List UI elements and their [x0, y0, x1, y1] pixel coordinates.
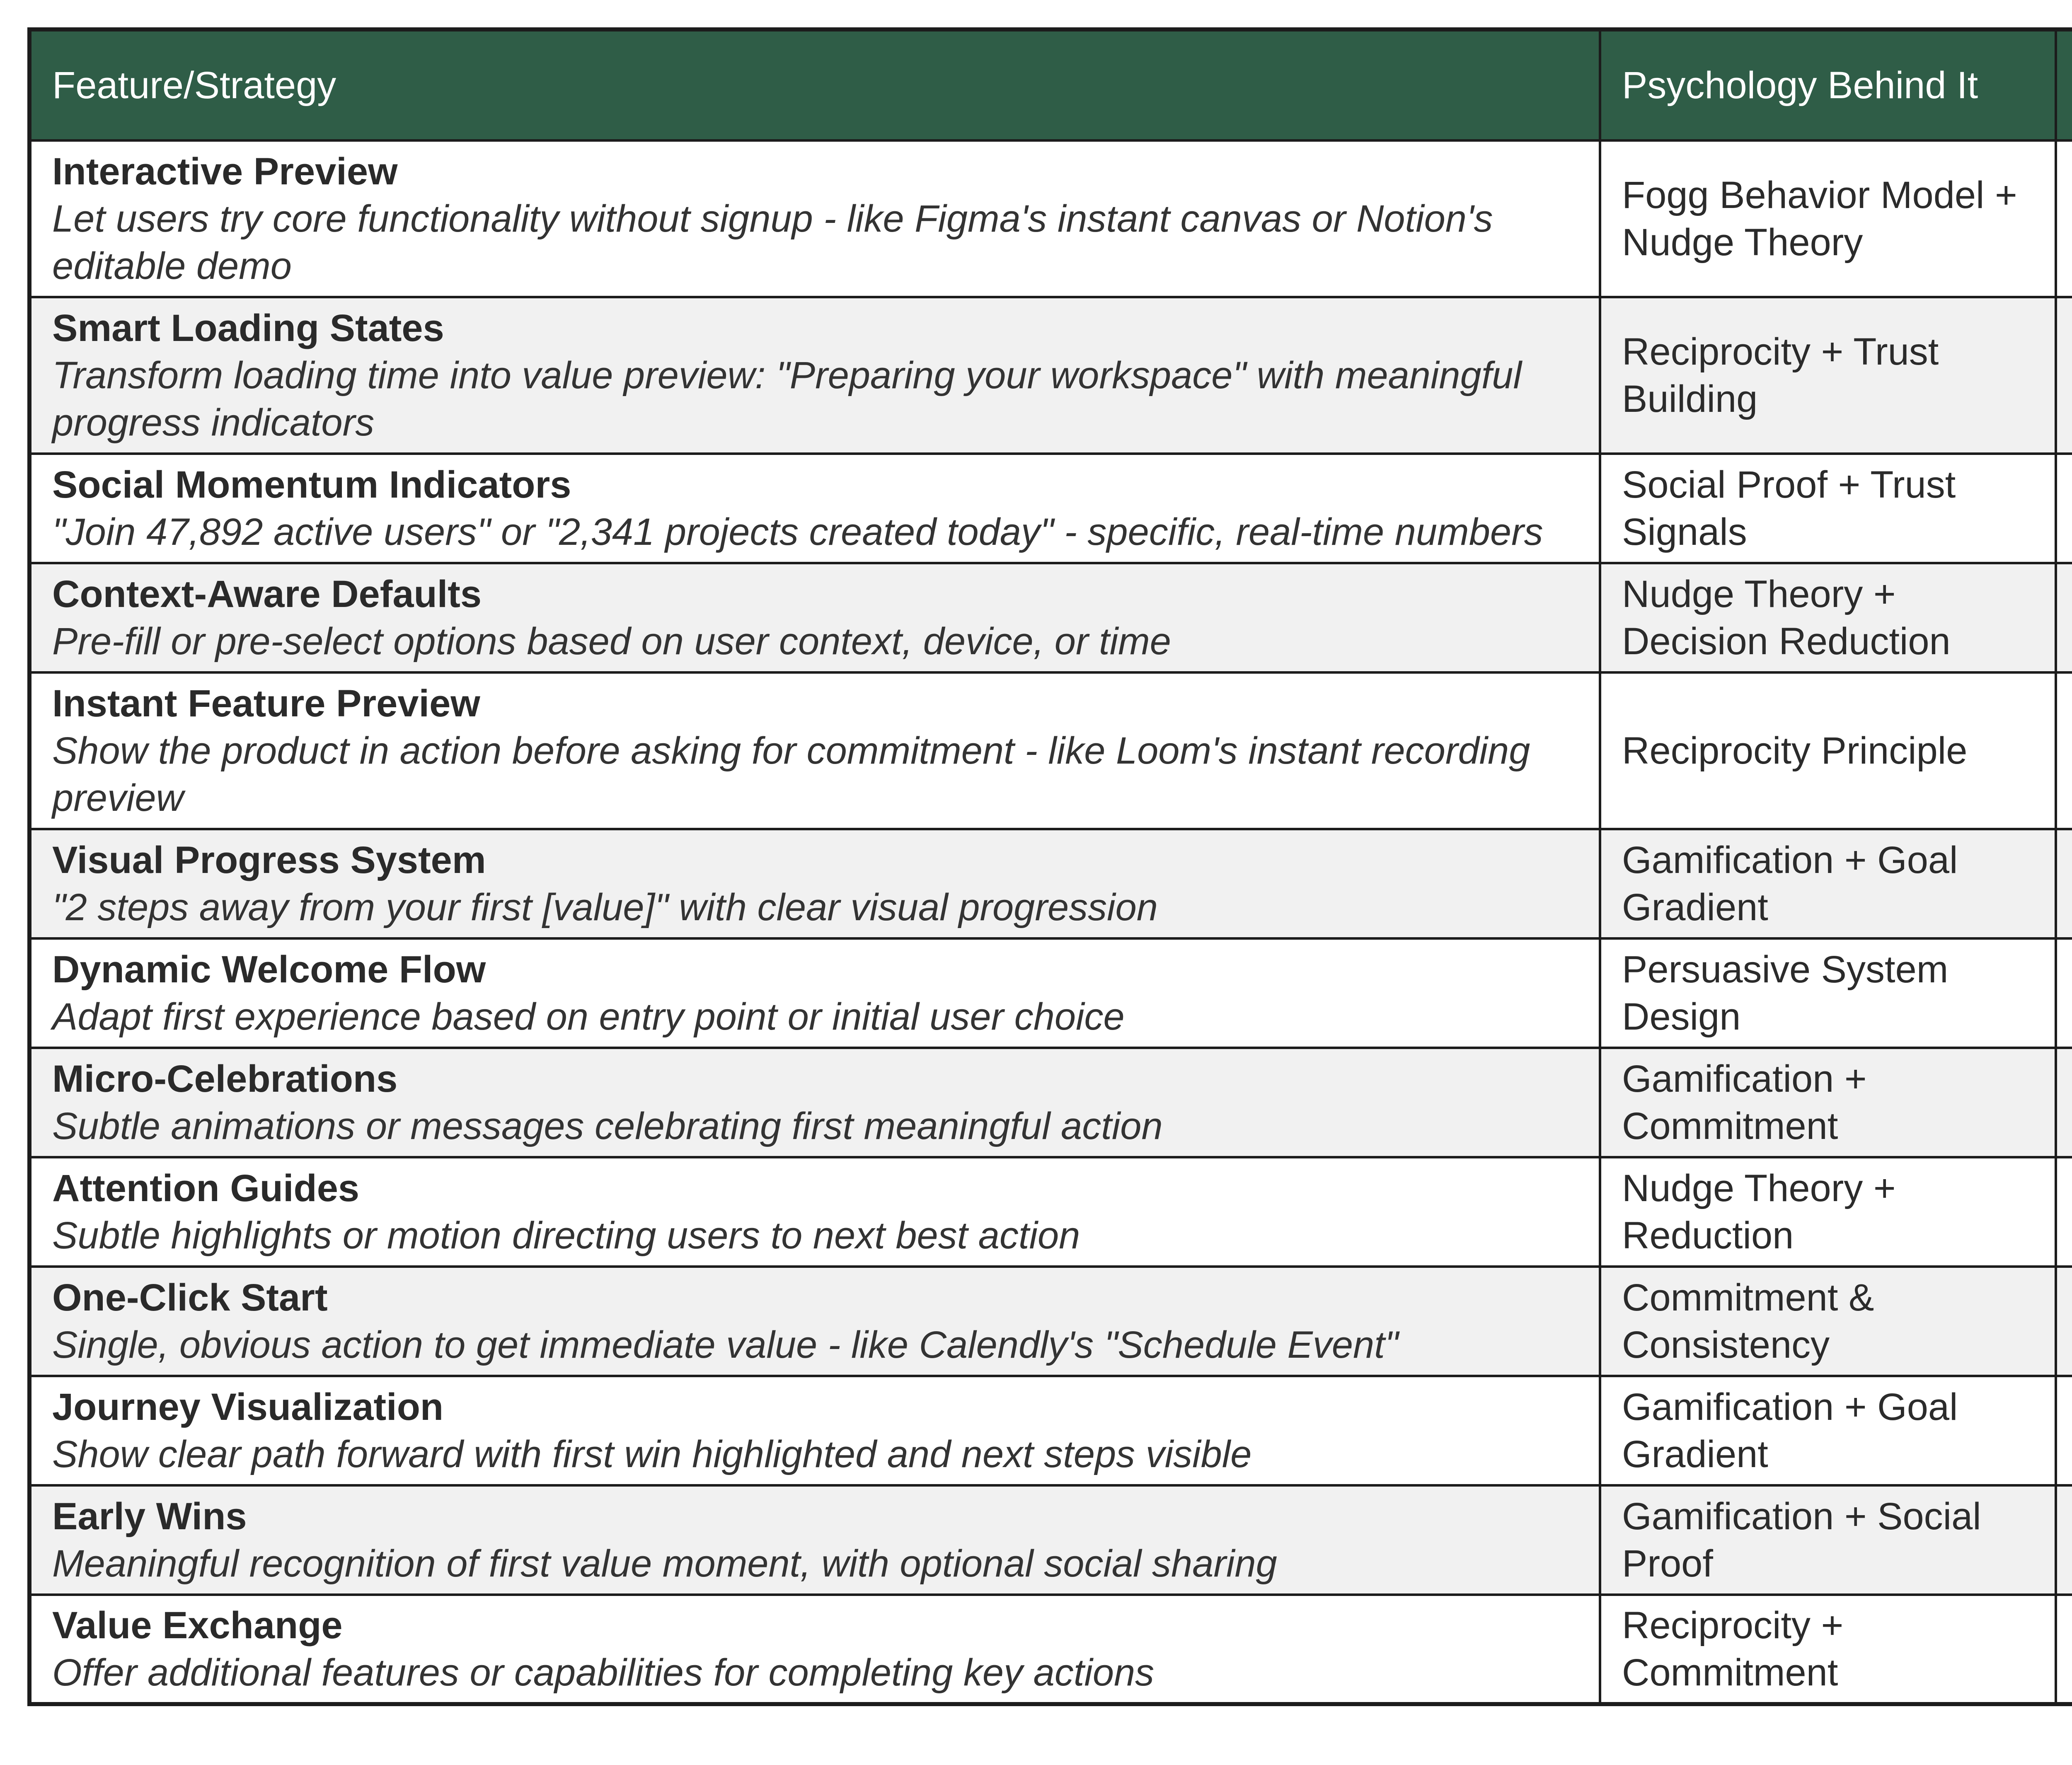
- stage-cell: [2056, 563, 2072, 672]
- feature-title: Interactive Preview: [52, 150, 398, 193]
- stage-cell: [2056, 1267, 2072, 1376]
- strategy-table: [27, 27, 2072, 1706]
- feature-cell: [29, 1157, 1600, 1267]
- stage-cell: [2056, 672, 2072, 829]
- stage-cell: [2056, 938, 2072, 1048]
- feature-cell: [29, 563, 1600, 672]
- feature-description: Offer additional features or capabilities for completing key actions: [52, 1651, 1155, 1694]
- feature-description: Let users try core functionality without signup - like Figma's instant canvas or Notion's editable demo: [52, 198, 1493, 287]
- table-row: [29, 1267, 2072, 1376]
- psychology-cell: Reciprocity + Commitment: [1600, 1595, 2056, 1704]
- header-feature-strategy: Feature/Strategy: [29, 29, 1600, 140]
- header-row: [29, 29, 2072, 140]
- psychology-cell: Reciprocity Principle: [1600, 672, 2056, 829]
- feature-cell: [29, 1267, 1600, 1376]
- stage-cell: [2056, 1595, 2072, 1704]
- psychology-cell: Nudge Theory + Decision Reduction: [1600, 563, 2056, 672]
- feature-cell: [29, 297, 1600, 454]
- feature-cell: [29, 1595, 1600, 1704]
- table-row: [29, 1048, 2072, 1157]
- feature-cell: [29, 454, 1600, 563]
- feature-cell: [29, 1485, 1600, 1595]
- stage-cell: [2056, 1376, 2072, 1485]
- table-body: [29, 140, 2072, 1704]
- feature-title: Micro-Celebrations: [52, 1058, 398, 1100]
- feature-description: Transform loading time into value preview: "Preparing your workspace" with meaningful progress indicators: [52, 354, 1522, 444]
- feature-cell: [29, 938, 1600, 1048]
- table-row: [29, 140, 2072, 297]
- table-row: [29, 563, 2072, 672]
- stage-cell: [2056, 454, 2072, 563]
- psychology-cell: Gamification + Commitment: [1600, 1048, 2056, 1157]
- feature-title: Attention Guides: [52, 1167, 360, 1209]
- feature-title: Smart Loading States: [52, 307, 444, 349]
- psychology-cell: Gamification + Goal Gradient: [1600, 829, 2056, 938]
- feature-description: Pre-fill or pre-select options based on user context, device, or time: [52, 620, 1171, 662]
- psychology-cell: Fogg Behavior Model + Nudge Theory: [1600, 140, 2056, 297]
- feature-description: "Join 47,892 active users" or "2,341 projects created today" - specific, real-time numbers: [52, 511, 1543, 553]
- table-row: [29, 1157, 2072, 1267]
- psychology-cell: Commitment & Consistency: [1600, 1267, 2056, 1376]
- table-row: [29, 454, 2072, 563]
- table-row: [29, 938, 2072, 1048]
- stage-cell: [2056, 1048, 2072, 1157]
- feature-title: Social Momentum Indicators: [52, 464, 571, 506]
- feature-title: Dynamic Welcome Flow: [52, 948, 486, 991]
- feature-cell: [29, 1048, 1600, 1157]
- table-row: [29, 297, 2072, 454]
- header-psychology: Psychology Behind It: [1600, 29, 2056, 140]
- psychology-cell: Gamification + Social Proof: [1600, 1485, 2056, 1595]
- table-row: [29, 1485, 2072, 1595]
- stage-cell: [2056, 1485, 2072, 1595]
- feature-title: Journey Visualization: [52, 1386, 444, 1428]
- feature-cell: [29, 140, 1600, 297]
- psychology-cell: Social Proof + Trust Signals: [1600, 454, 2056, 563]
- table-row: [29, 1376, 2072, 1485]
- feature-title: Context-Aware Defaults: [52, 573, 482, 615]
- psychology-cell: Nudge Theory + Reduction: [1600, 1157, 2056, 1267]
- feature-description: Adapt first experience based on entry point or initial user choice: [52, 996, 1125, 1038]
- table-header: [29, 29, 2072, 140]
- feature-description: Subtle animations or messages celebrating first meaningful action: [52, 1105, 1163, 1147]
- psychology-cell: Gamification + Goal Gradient: [1600, 1376, 2056, 1485]
- stage-cell: [2056, 1157, 2072, 1267]
- feature-description: "2 steps away from your first [value]" with clear visual progression: [52, 886, 1158, 928]
- stage-cell: [2056, 297, 2072, 454]
- feature-description: Subtle highlights or motion directing users to next best action: [52, 1214, 1080, 1257]
- feature-description: Meaningful recognition of first value moment, with optional social sharing: [52, 1543, 1277, 1585]
- feature-cell: [29, 829, 1600, 938]
- feature-cell: [29, 672, 1600, 829]
- feature-title: Visual Progress System: [52, 839, 486, 881]
- table-row: [29, 1595, 2072, 1704]
- stage-cell: [2056, 829, 2072, 938]
- feature-description: Single, obvious action to get immediate value - like Calendly's "Schedule Event": [52, 1324, 1399, 1366]
- feature-cell: [29, 1376, 1600, 1485]
- table-row: [29, 672, 2072, 829]
- feature-title: Instant Feature Preview: [52, 682, 480, 725]
- feature-title: Early Wins: [52, 1495, 247, 1538]
- feature-description: Show clear path forward with first win highlighted and next steps visible: [52, 1433, 1252, 1475]
- feature-title: One-Click Start: [52, 1277, 328, 1319]
- table-row: [29, 829, 2072, 938]
- feature-description: Show the product in action before asking for commitment - like Loom's instant recording preview: [52, 730, 1530, 819]
- stage-cell: [2056, 140, 2072, 297]
- strategy-table-container: [27, 27, 2072, 1706]
- psychology-cell: Reciprocity + Trust Building: [1600, 297, 2056, 454]
- psychology-cell: Persuasive System Design: [1600, 938, 2056, 1048]
- header-stage: [2056, 29, 2072, 140]
- feature-title: Value Exchange: [52, 1604, 343, 1647]
